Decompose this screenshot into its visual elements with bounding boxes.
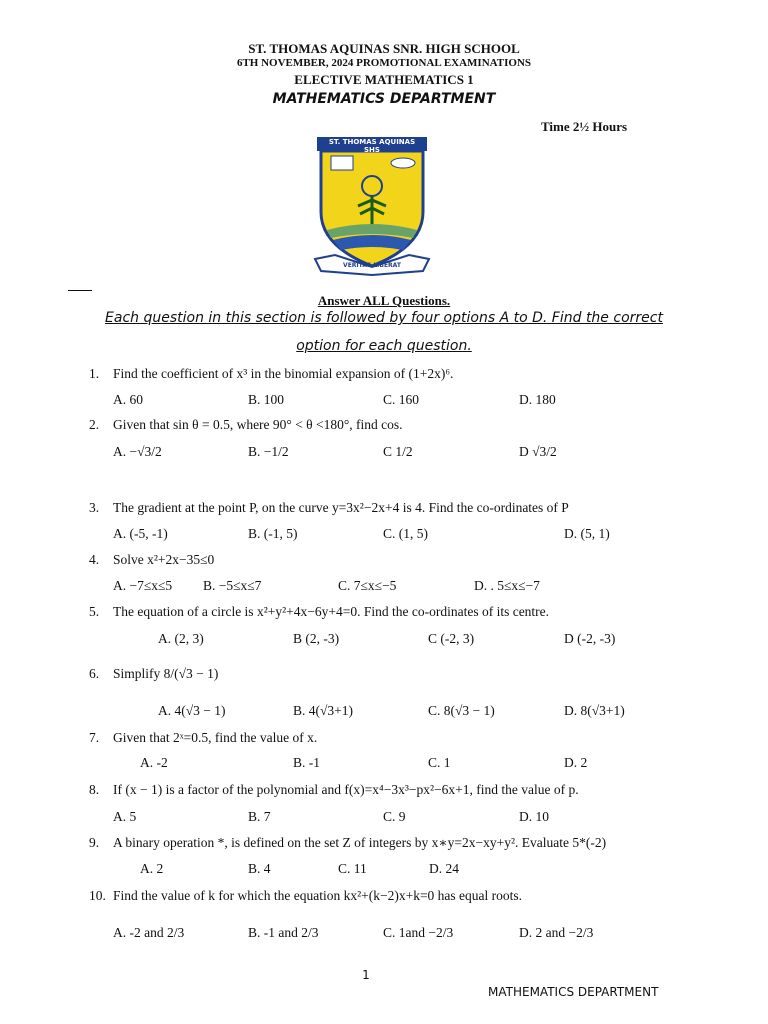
question-number: 10.: [89, 888, 106, 903]
exam-date: 6TH NOVEMBER, 2024 PROMOTIONAL EXAMINATIONS: [236, 57, 532, 69]
question-number: 8.: [89, 782, 100, 797]
option: A. −√3/2: [113, 444, 162, 459]
option: A. −7≤x≤5: [113, 578, 173, 593]
footer-department: MATHEMATICS DEPARTMENT: [488, 985, 659, 999]
question-number: 2.: [89, 417, 100, 432]
question-text: The gradient at the point P, on the curve y=3x²−2x+4 is 4. Find the co-ordinates of P: [113, 500, 569, 515]
option: C. 1and −2/3: [383, 925, 454, 940]
option: C. (1, 5): [383, 526, 428, 541]
question-text: A binary operation *, is defined on the set Z of integers by x∗y=2x−xy+y². Evaluate 5*(-2): [113, 835, 607, 850]
question-text: The equation of a circle is x²+y²+4x−6y+4=0. Find the co-ordinates of its centre.: [113, 604, 550, 619]
option: D. 10: [519, 809, 549, 824]
option: B. 4(√3+1): [293, 703, 354, 718]
option: C. 160: [383, 392, 420, 407]
option: C. 7≤x≤−5: [338, 578, 397, 593]
question-text: Given that 2ˣ=0.5, find the value of x.: [113, 730, 318, 745]
option: D. 2 and −2/3: [519, 925, 594, 940]
option: A. 5: [113, 809, 137, 824]
question-number: 6.: [89, 666, 100, 681]
question-number: 9.: [89, 835, 100, 850]
question-text: Solve x²+2x−35≤0: [113, 552, 215, 567]
option: A. (-5, -1): [113, 526, 168, 541]
option: C. 9: [383, 809, 406, 824]
option: C (-2, 3): [428, 631, 475, 646]
question-text: If (x − 1) is a factor of the polynomial and f(x)=x⁴−3x³−px²−6x+1, find the value of p.: [113, 782, 579, 797]
question-text: Simplify 8/(√3 − 1): [113, 666, 219, 681]
option: B. −5≤x≤7: [203, 578, 262, 593]
instructions-line-2: option for each question.: [296, 338, 472, 354]
option: C. 11: [338, 861, 367, 876]
option: A. 4(√3 − 1): [158, 703, 226, 718]
option: A. -2 and 2/3: [113, 925, 185, 940]
option: D √3/2: [519, 444, 557, 459]
option: B. −1/2: [248, 444, 289, 459]
logo-motto: VERITAS LIBERAT: [343, 262, 401, 269]
question-number: 1.: [89, 366, 100, 381]
option: D. 180: [519, 392, 556, 407]
school-crest-logo: [313, 134, 431, 277]
option: B. 100: [248, 392, 285, 407]
option: B. -1 and 2/3: [248, 925, 319, 940]
question-text: Given that sin θ = 0.5, where 90° < θ <180°, find cos.: [113, 417, 403, 432]
instructions-line-1: Each question in this section is followed by four options A to D. Find the correct: [105, 310, 663, 326]
option: D. 24: [429, 861, 459, 876]
option: B (2, -3): [293, 631, 340, 646]
option: D. 2: [564, 755, 588, 770]
department-title: MATHEMATICS DEPARTMENT: [272, 91, 496, 107]
option: B. -1: [293, 755, 320, 770]
school-name: ST. THOMAS AQUINAS SNR. HIGH SCHOOL: [248, 41, 520, 56]
question-number: 3.: [89, 500, 100, 515]
question-number: 5.: [89, 604, 100, 619]
option: A. 2: [140, 861, 164, 876]
option: C 1/2: [383, 444, 413, 459]
question-text: Find the value of k for which the equation kx²+(k−2)x+k=0 has equal roots.: [113, 888, 523, 903]
question-number: 7.: [89, 730, 100, 745]
subject: ELECTIVE MATHEMATICS 1: [294, 72, 474, 87]
option: D. 8(√3+1): [564, 703, 625, 718]
short-rule: [68, 290, 92, 291]
question-text: Find the coefficient of x³ in the binomial expansion of (1+2x)⁶.: [113, 366, 454, 381]
option: D. . 5≤x≤−7: [474, 578, 540, 593]
option: C. 1: [428, 755, 451, 770]
page-number: 1: [362, 968, 370, 982]
option: B. 4: [248, 861, 271, 876]
option: C. 8(√3 − 1): [428, 703, 495, 718]
time-allowed: Time 2½ Hours: [541, 119, 628, 134]
instructions-title: Answer ALL Questions.: [317, 293, 451, 308]
option: A. -2: [140, 755, 168, 770]
option: A. 60: [113, 392, 143, 407]
logo-banner: ST. THOMAS AQUINAS SHS: [328, 138, 416, 154]
option: B. 7: [248, 809, 271, 824]
option: D (-2, -3): [564, 631, 616, 646]
option: D. (5, 1): [564, 526, 610, 541]
option: B. (-1, 5): [248, 526, 298, 541]
option: A. (2, 3): [158, 631, 204, 646]
question-number: 4.: [89, 552, 100, 567]
